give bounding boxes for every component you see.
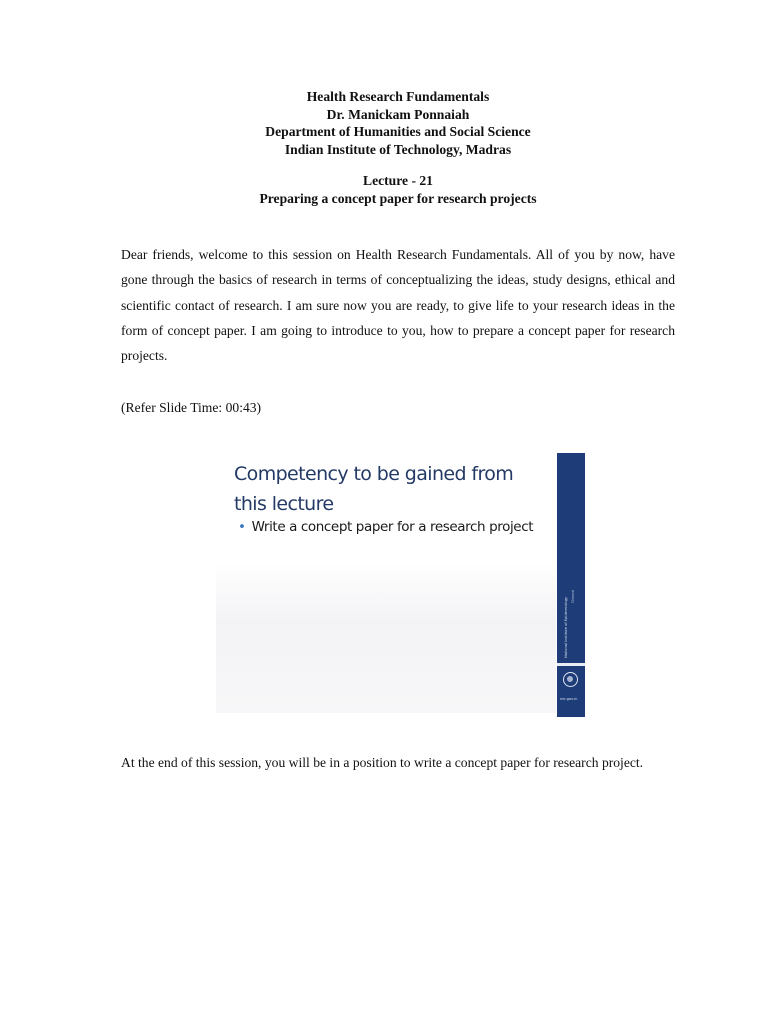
instructor-name: Dr. Manickam Ponnaiah [326, 106, 470, 122]
band-url-text: nie.gov.in [560, 697, 578, 701]
band-institute-text: National Institute of Epidemiology [564, 596, 568, 658]
lecture-heading [0, 172, 768, 207]
closing-paragraph: At the end of this session, you will be in a position to write a concept paper for research project. [121, 755, 644, 770]
slide-bullet-text: Write a concept paper for a research project [251, 519, 534, 535]
band-city-text: Chennai [571, 589, 575, 603]
band-divider [557, 663, 585, 666]
header-block [0, 88, 768, 158]
slide-bullet-item [238, 519, 533, 535]
course-title: Health Research Fundamentals [306, 89, 490, 104]
lecture-number: Lecture - 21 [363, 173, 433, 188]
slide-side-band [557, 453, 585, 717]
slide-time-reference: (Refer Slide Time: 00:43) [121, 400, 262, 415]
bullet-dot-icon: • [238, 519, 246, 535]
institute-name: Indian Institute of Technology, Madras [284, 141, 512, 157]
lecture-title: Preparing a concept paper for research projects [259, 190, 537, 206]
lecture-slide-image [216, 453, 585, 717]
intro-paragraph: Dear friends, welcome to this session on Health Research Fundamentals. All of you by now, have gone through the basics of research in terms of conceptualizing the ideas, study designs, ethical and scientific contact of research. I am sure now you are ready, to give life to your research ideas in the form of concept paper. I am going to introduce to you, how to prepare a concept paper for research projects. [121, 247, 675, 364]
department-name: Department of Humanities and Social Science [265, 124, 531, 139]
slide-background [216, 563, 556, 713]
institute-seal-icon [563, 672, 578, 687]
slide-title: Competency to be gained from this lecture [234, 463, 514, 515]
